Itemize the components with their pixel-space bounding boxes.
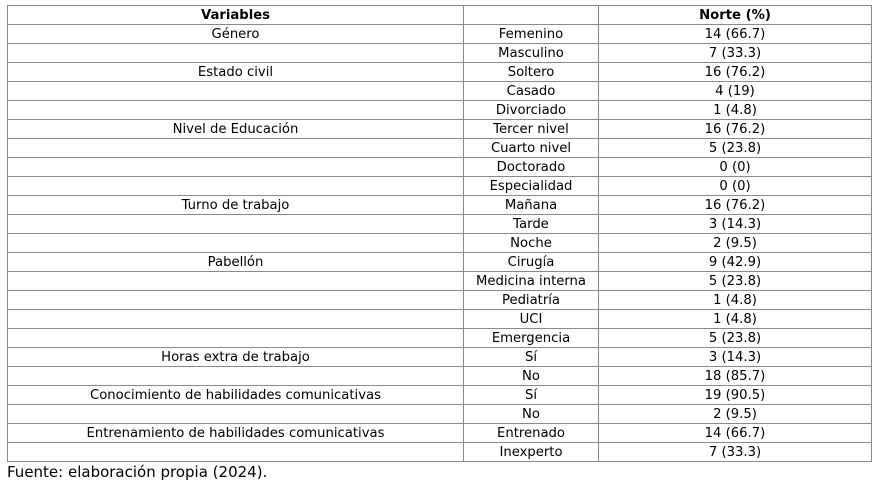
category-cell: Emergencia [464, 329, 599, 348]
value-cell: 2 (9.5) [599, 405, 872, 424]
category-cell: Cirugía [464, 253, 599, 272]
category-cell: Femenino [464, 25, 599, 44]
category-cell: Entrenado [464, 424, 599, 443]
variable-cell [8, 329, 464, 348]
table-row [8, 253, 872, 272]
value-cell: 7 (33.3) [599, 44, 872, 63]
category-cell: Cuarto nivel [464, 139, 599, 158]
variable-cell [8, 367, 464, 386]
table-row [8, 386, 872, 405]
category-cell: Sí [464, 348, 599, 367]
table-row [8, 329, 872, 348]
category-cell: Noche [464, 234, 599, 253]
table-row [8, 234, 872, 253]
value-cell: 5 (23.8) [599, 329, 872, 348]
table-row [8, 82, 872, 101]
variable-cell: Horas extra de trabajo [8, 348, 464, 367]
category-cell: Doctorado [464, 158, 599, 177]
category-cell: Pediatría [464, 291, 599, 310]
table-body [8, 25, 872, 462]
value-cell: 4 (19) [599, 82, 872, 101]
value-cell: 16 (76.2) [599, 196, 872, 215]
category-cell: Tarde [464, 215, 599, 234]
category-cell: No [464, 405, 599, 424]
value-cell: 14 (66.7) [599, 424, 872, 443]
header-category [464, 6, 599, 25]
value-cell: 19 (90.5) [599, 386, 872, 405]
table-row [8, 101, 872, 120]
table-row [8, 291, 872, 310]
variable-cell: Estado civil [8, 63, 464, 82]
category-cell: Masculino [464, 44, 599, 63]
value-cell: 14 (66.7) [599, 25, 872, 44]
table-row [8, 443, 872, 462]
category-cell: UCI [464, 310, 599, 329]
value-cell: 3 (14.3) [599, 348, 872, 367]
variable-cell [8, 44, 464, 63]
value-cell: 18 (85.7) [599, 367, 872, 386]
header-norte: Norte (%) [599, 6, 872, 25]
variables-table [7, 5, 872, 462]
table-row [8, 367, 872, 386]
table-row [8, 120, 872, 139]
variable-cell [8, 272, 464, 291]
value-cell: 7 (33.3) [599, 443, 872, 462]
category-cell: Inexperto [464, 443, 599, 462]
value-cell: 2 (9.5) [599, 234, 872, 253]
variable-cell [8, 234, 464, 253]
variable-cell: Género [8, 25, 464, 44]
variable-cell [8, 158, 464, 177]
category-cell: No [464, 367, 599, 386]
variable-cell [8, 405, 464, 424]
variable-cell [8, 310, 464, 329]
value-cell: 9 (42.9) [599, 253, 872, 272]
table-row [8, 63, 872, 82]
table-row [8, 25, 872, 44]
table-row [8, 44, 872, 63]
value-cell: 16 (76.2) [599, 120, 872, 139]
table-row [8, 310, 872, 329]
value-cell: 1 (4.8) [599, 101, 872, 120]
variable-cell [8, 291, 464, 310]
category-cell: Divorciado [464, 101, 599, 120]
variable-cell: Conocimiento de habilidades comunicativas [8, 386, 464, 405]
variable-cell [8, 215, 464, 234]
category-cell: Medicina interna [464, 272, 599, 291]
value-cell: 3 (14.3) [599, 215, 872, 234]
table-header-row [8, 6, 872, 25]
value-cell: 1 (4.8) [599, 291, 872, 310]
table-row [8, 158, 872, 177]
variable-cell: Turno de trabajo [8, 196, 464, 215]
category-cell: Tercer nivel [464, 120, 599, 139]
table-row [8, 272, 872, 291]
data-table-container [7, 5, 872, 462]
variable-cell [8, 177, 464, 196]
value-cell: 0 (0) [599, 177, 872, 196]
variable-cell: Entrenamiento de habilidades comunicativas [8, 424, 464, 443]
value-cell: 5 (23.8) [599, 272, 872, 291]
variable-cell: Nivel de Educación [8, 120, 464, 139]
source-note: Fuente: elaboración propia (2024). [7, 463, 268, 481]
variable-cell [8, 82, 464, 101]
variable-cell: Pabellón [8, 253, 464, 272]
category-cell: Especialidad [464, 177, 599, 196]
category-cell: Casado [464, 82, 599, 101]
table-row [8, 196, 872, 215]
category-cell: Sí [464, 386, 599, 405]
table-row [8, 139, 872, 158]
value-cell: 16 (76.2) [599, 63, 872, 82]
table-row [8, 424, 872, 443]
table-row [8, 177, 872, 196]
variable-cell [8, 101, 464, 120]
header-variables: Variables [8, 6, 464, 25]
table-row [8, 348, 872, 367]
category-cell: Mañana [464, 196, 599, 215]
table-row [8, 215, 872, 234]
value-cell: 5 (23.8) [599, 139, 872, 158]
value-cell: 1 (4.8) [599, 310, 872, 329]
category-cell: Soltero [464, 63, 599, 82]
value-cell: 0 (0) [599, 158, 872, 177]
variable-cell [8, 443, 464, 462]
variable-cell [8, 139, 464, 158]
table-row [8, 405, 872, 424]
